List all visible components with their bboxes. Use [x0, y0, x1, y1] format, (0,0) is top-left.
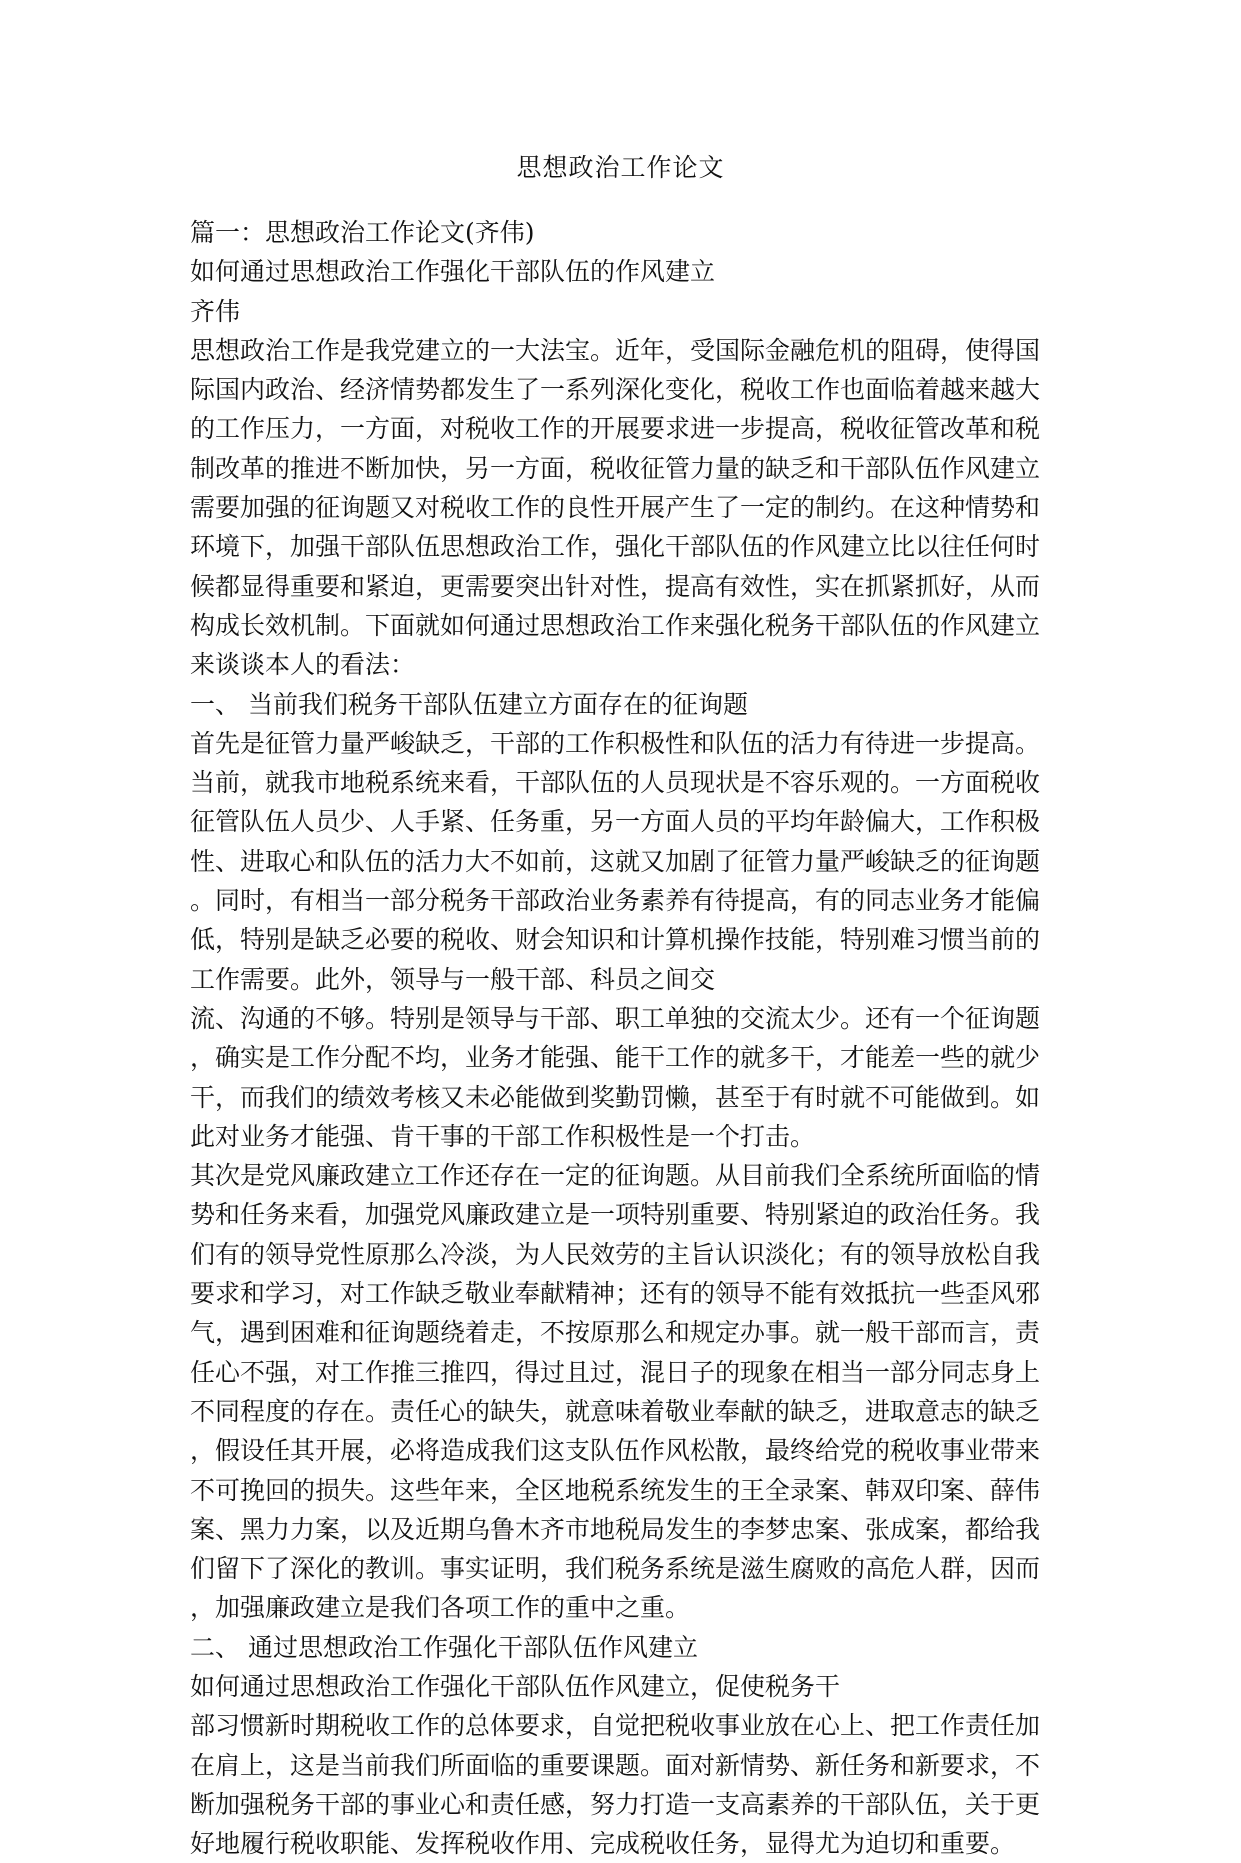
body-line: 好地履行税收职能、发挥税收作用、完成税收任务，显得尤为迫切和重要。 — [190, 1829, 1016, 1859]
body-line: 来谈谈本人的看法： — [190, 650, 416, 680]
body-line: 任心不强，对工作推三推四，得过且过，混日子的现象在相当一部分同志身上 — [190, 1357, 1041, 1387]
body-line: 候都显得重要和紧迫，更需要突出针对性，提高有效性，实在抓紧抓好，从而 — [190, 571, 1041, 601]
body-line: 低，特别是缺乏必要的税收、财会知识和计算机操作技能，特别难习惯当前的 — [190, 925, 1041, 955]
body-line: 征管队伍人员少、人手紧、任务重，另一方面人员的平均年龄偏大，工作积极 — [190, 807, 1041, 837]
body-line: 需要加强的征询题又对税收工作的良性开展产生了一定的制约。在这种情势和 — [190, 493, 1041, 523]
body-line: 环境下，加强干部队伍思想政治工作，强化干部队伍的作风建立比以往任何时 — [190, 532, 1041, 562]
body-line: 不同程度的存在。责任心的缺失，就意味着敬业奉献的缺乏，进取意志的缺乏 — [190, 1396, 1041, 1426]
body-line: 如何通过思想政治工作强化干部队伍作风建立，促使税务干 — [190, 1671, 841, 1701]
body-line: 际国内政治、经济情势都发生了一系列深化变化，税收工作也面临着越来越大 — [190, 375, 1041, 405]
article-title: 如何通过思想政治工作强化干部队伍的作风建立 — [190, 257, 716, 287]
body-line: 性、进取心和队伍的活力大不如前，这就又加剧了征管力量严峻缺乏的征询题 — [190, 846, 1041, 876]
body-line: 案、黑力力案，以及近期乌鲁木齐市地税局发生的李梦忠案、张成案，都给我 — [190, 1514, 1041, 1544]
body-line: 势和任务来看，加强党风廉政建立是一项特别重要、特别紧迫的政治任务。我 — [190, 1200, 1041, 1230]
body-line: ，加强廉政建立是我们各项工作的重中之重。 — [190, 1593, 691, 1623]
body-line: 不可挽回的损失。这些年来，全区地税系统发生的王全录案、韩双印案、薛伟 — [190, 1475, 1041, 1505]
body-line: 思想政治工作是我党建立的一大法宝。近年，受国际金融危机的阻碍，使得国 — [190, 335, 1041, 365]
body-line: 工作需要。此外，领导与一般干部、科员之间交 — [190, 964, 716, 994]
body-line: 构成长效机制。下面就如何通过思想政治工作来强化税务干部队伍的作风建立 — [190, 610, 1041, 640]
author-name: 齐伟 — [190, 296, 241, 326]
body-line: 们留下了深化的教训。事实证明，我们税务系统是滋生腐败的高危人群，因而 — [190, 1554, 1041, 1584]
body-line: 此对业务才能强、肯干事的干部工作积极性是一个打击。 — [190, 1121, 816, 1151]
subsection-heading: 二、 通过思想政治工作强化干部队伍作风建立 — [190, 1632, 698, 1662]
body-line: 制改革的推进不断加快，另一方面，税收征管力量的缺乏和干部队伍作风建立 — [190, 453, 1041, 483]
section-heading: 篇一：思想政治工作论文(齐伟) — [190, 218, 535, 247]
body-line: ，确实是工作分配不均，业务才能强、能干工作的就多干，才能差一些的就少 — [190, 1043, 1041, 1073]
body-line: 们有的领导党性原那么冷淡，为人民效劳的主旨认识淡化；有的领导放松自我 — [190, 1239, 1041, 1269]
body-line: 的工作压力，一方面，对税收工作的开展要求进一步提高，税收征管改革和税 — [190, 414, 1041, 444]
body-line: 流、沟通的不够。特别是领导与干部、职工单独的交流太少。还有一个征询题 — [190, 1003, 1041, 1033]
body-line: 气，遇到困难和征询题绕着走，不按原那么和规定办事。就一般干部而言，责 — [190, 1318, 1041, 1348]
body-line: 断加强税务干部的事业心和责任感，努力打造一支高素养的干部队伍，关于更 — [190, 1789, 1041, 1819]
body-line: 干，而我们的绩效考核又未必能做到奖勤罚懒，甚至于有时就不可能做到。如 — [190, 1082, 1041, 1112]
subsection-heading: 一、 当前我们税务干部队伍建立方面存在的征询题 — [190, 689, 748, 719]
body-line: 部习惯新时期税收工作的总体要求，自觉把税收事业放在心上、把工作责任加 — [190, 1711, 1041, 1741]
document-title: 思想政治工作论文 — [516, 153, 725, 182]
body-line: ，假设任其开展，必将造成我们这支队伍作风松散，最终给党的税收事业带来 — [190, 1436, 1041, 1466]
body-line: 其次是党风廉政建立工作还存在一定的征询题。从目前我们全系统所面临的情 — [190, 1161, 1041, 1191]
body-line: 。同时，有相当一部分税务干部政治业务素养有待提高，有的同志业务才能偏 — [190, 886, 1041, 916]
body-line: 当前，就我市地税系统来看，干部队伍的人员现状是不容乐观的。一方面税收 — [190, 768, 1041, 798]
document-body — [190, 213, 1040, 1863]
body-line: 首先是征管力量严峻缺乏，干部的工作积极性和队伍的活力有待进一步提高。 — [190, 728, 1041, 758]
body-line: 要求和学习，对工作缺乏敬业奉献精神；还有的领导不能有效抵抗一些歪风邪 — [190, 1279, 1041, 1309]
body-line: 在肩上，这是当前我们所面临的重要课题。面对新情势、新任务和新要求，不 — [190, 1750, 1041, 1780]
